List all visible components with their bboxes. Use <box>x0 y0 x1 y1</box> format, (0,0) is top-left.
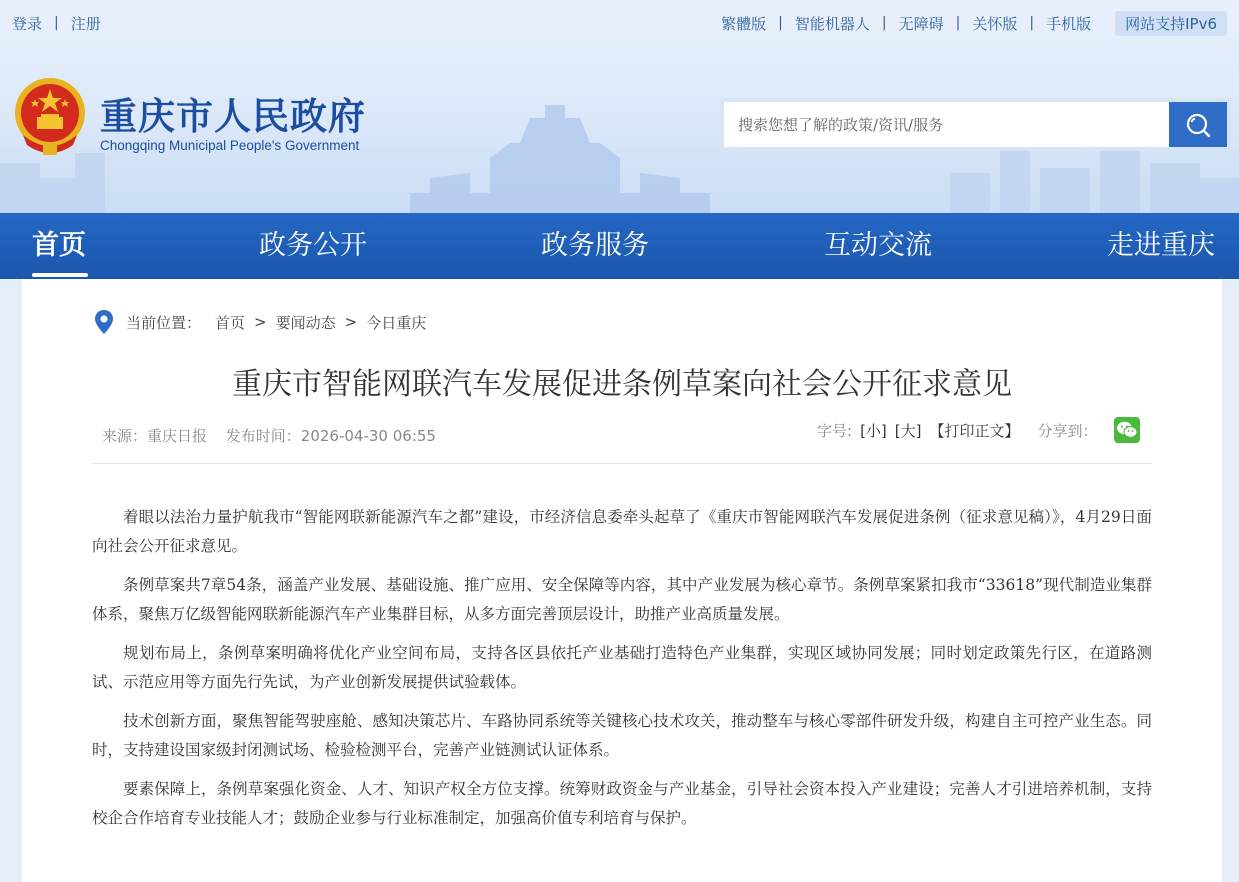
traditional-chinese-link[interactable]: 繁體版 <box>721 14 767 33</box>
font-small-button[interactable]: [小] <box>860 421 887 440</box>
separator: | <box>54 15 59 31</box>
wechat-share-button[interactable] <box>1114 417 1140 443</box>
top-utility-bar: 登录 | 注册 繁體版 | 智能机器人 | 无障碍 | 关怀版 | 手机版 网站支持IPv6 <box>0 0 1239 46</box>
article-meta <box>102 425 450 446</box>
location-pin-icon <box>94 309 114 335</box>
search-icon <box>1185 112 1211 138</box>
font-large-button[interactable]: [大] <box>894 421 922 440</box>
article-paragraph: 条例草案共7章54条，涵盖产业发展、基础设施、推广应用、安全保障等内容，其中产业发展为核心章节。条例草案紧扣我市“33618”现代制造业集群体系，聚焦万亿级智能网联新能源汽车产业集群目标，从多方面完善顶层设计，助推产业高质量发展。 <box>92 576 1152 623</box>
mobile-version-link[interactable]: 手机版 <box>1046 14 1092 33</box>
breadcrumb-label: 当前位置： <box>126 313 202 332</box>
font-size-label: 字号: <box>817 421 853 440</box>
ipv6-badge: 网站支持IPv6 <box>1115 11 1227 36</box>
article-card <box>22 279 1222 882</box>
national-emblem-icon[interactable] <box>13 75 87 157</box>
wechat-icon <box>1116 420 1138 440</box>
smart-robot-link[interactable]: 智能机器人 <box>794 14 870 33</box>
breadcrumb-news[interactable]: 要闻动态 <box>275 313 336 332</box>
article-title: 重庆市智能网联汽车发展促进条例草案向社会公开征求意见 <box>232 367 1012 402</box>
care-mode-link[interactable]: 关怀版 <box>972 14 1018 33</box>
nav-home[interactable]: 首页 <box>32 230 86 261</box>
accessibility-link[interactable]: 无障碍 <box>898 14 944 33</box>
article-publish-time: 发布时间：2026-04-30 06:55 <box>225 427 436 445</box>
search-input[interactable] <box>724 102 1169 147</box>
article-source: 来源：重庆日报 <box>102 427 208 445</box>
register-link[interactable]: 注册 <box>70 14 101 33</box>
site-header <box>0 0 1239 213</box>
article-paragraph: 要素保障上，条例草案强化资金、人才、知识产权全方位支撑。统筹财政资金与产业基金，引导社会资本投入产业建设；完善人才引进培养机制，支持校企合作培育专业技能人才；鼓励企业参与行业标准制定，加强高价值专利培育与保护。 <box>92 780 1152 827</box>
breadcrumb-home[interactable]: 首页 <box>215 313 246 332</box>
main-nav <box>0 213 1239 279</box>
article-paragraph: 规划布局上，条例草案明确将优化产业空间布局，支持各区县依托产业基础打造特色产业集群，实现区域协同发展；同时划定政策先行区，在道路测试、示范应用等方面先行先试，为产业创新发展提供试验载体。 <box>92 644 1152 691</box>
site-subtitle: Chongqing Municipal People's Government <box>100 138 360 153</box>
nav-interaction[interactable]: 互动交流 <box>824 230 932 261</box>
nav-active-indicator <box>32 273 88 277</box>
article-body <box>92 503 1152 843</box>
nav-government-services[interactable]: 政务服务 <box>541 230 649 261</box>
nav-government-affairs-open[interactable]: 政务公开 <box>259 230 367 261</box>
article-paragraph: 着眼以法治力量护航我市“智能网联新能源汽车之都”建设，市经济信息委牵头起草了《重庆市智能网联汽车发展促进条例（征求意见稿）》，4月29日面向社会公开征求意见。 <box>92 508 1152 555</box>
divider <box>92 463 1152 464</box>
share-label: 分享到： <box>1037 421 1098 440</box>
article-paragraph: 技术创新方面，聚焦智能驾驶座舱、感知决策芯片、车路协同系统等关键核心技术攻关，推动整车与核心零部件研发升级，构建自主可控产业生态。同时，支持建设国家级封闭测试场、检验检测平台，完善产业链测试认证体系。 <box>92 712 1152 759</box>
print-button[interactable]: 【打印正文】 <box>929 421 1020 440</box>
search-box <box>720 98 1231 151</box>
breadcrumb: 当前位置： 首页 > 要闻动态 > 今日重庆 <box>94 309 426 335</box>
login-link[interactable]: 登录 <box>12 14 43 33</box>
site-title[interactable]: 重庆市人民政府 <box>100 94 366 138</box>
search-button[interactable] <box>1169 102 1227 147</box>
breadcrumb-today-chongqing[interactable]: 今日重庆 <box>366 313 427 332</box>
nav-about-chongqing[interactable]: 走进重庆 <box>1107 230 1215 261</box>
article-tools <box>817 417 1140 443</box>
